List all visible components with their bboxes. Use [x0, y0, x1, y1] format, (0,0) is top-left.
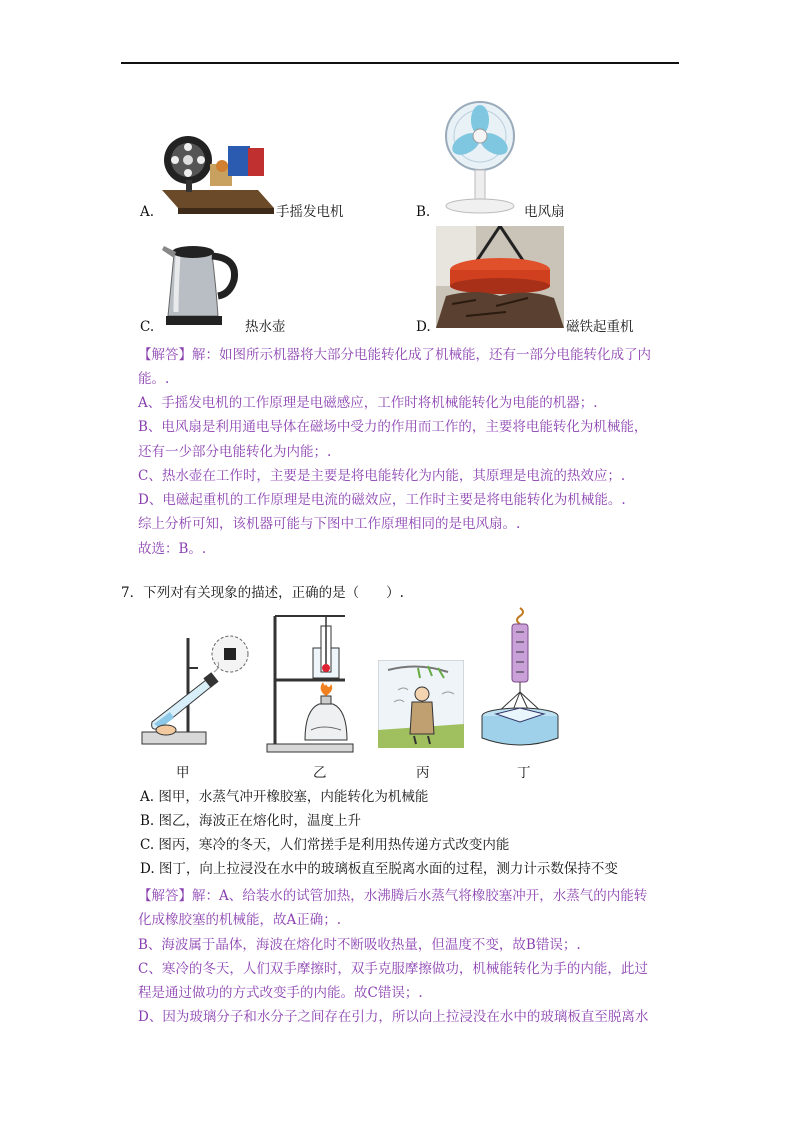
option-a-letter: A. [140, 204, 155, 220]
answer-q7-tag: 【解答】 [138, 888, 192, 904]
figure-label-jia: 甲 [176, 765, 190, 781]
header-rule [121, 62, 679, 64]
answer-q6-line-5: 还有一少部分电能转化为内能；. [138, 444, 332, 460]
magnetic-crane-image [436, 226, 564, 328]
answer-q7-line-1 [138, 884, 647, 904]
answer-q7-line-5: 程是通过做功的方式改变手的内能。故C错误；. [138, 985, 423, 1001]
q7-option-d: D. 图丁，向上拉浸没在水中的玻璃板直至脱离水面的过程，测力计示数保持不变 [140, 861, 618, 877]
answer-q6-line-1-text: 解：如图所示机器将大部分电能转化成了机械能，还有一部分电能转化成了内 [192, 347, 651, 363]
q7-option-a: A. 图甲，水蒸气冲开橡胶塞，内能转化为机械能 [140, 789, 429, 805]
option-b-letter: B. [416, 204, 431, 220]
answer-q6-line-3: A、手摇发电机的工作原理是电磁感应，工作时将机械能转化为电能的机器；. [138, 395, 598, 411]
figure-label-ding: 丁 [517, 765, 531, 781]
figure-yi-melting-setup [265, 612, 355, 754]
option-c-letter: C. [140, 319, 155, 335]
answer-q6-line-1 [138, 343, 651, 363]
option-d-letter: D. [416, 319, 431, 335]
answer-q6-line-4: B、电风扇是利用通电导体在磁场中受力的作用而工作的，主要将电能转化为机械能， [138, 419, 648, 435]
figure-label-bing: 丙 [416, 765, 430, 781]
option-a-caption: 手摇发电机 [276, 204, 344, 220]
hand-crank-generator-image [158, 128, 276, 220]
q7-option-b: B. 图乙，海波正在熔化时，温度上升 [140, 813, 362, 829]
option-c-caption: 热水壶 [245, 319, 286, 335]
answer-q6-line-8: 综上分析可知，该机器可能与下图中工作原理相同的是电风扇。. [138, 516, 521, 532]
figure-ding-spring-scale [480, 606, 562, 750]
answer-q6-line-7: D、电磁起重机的工作原理是电流的磁效应，工作时主要是将电能转化为机械能。. [138, 492, 626, 508]
answer-q7-line-4: C、寒冷的冬天，人们双手摩擦时，双手克服摩擦做功，机械能转化为手的内能，此过 [138, 961, 648, 977]
answer-q6-line-9: 故选：B。. [138, 541, 207, 557]
q7-option-c: C. 图丙，寒冷的冬天，人们常搓手是利用热传递方式改变内能 [140, 837, 510, 853]
figure-jia-test-tube [140, 628, 252, 750]
answer-q7-line-6: D、因为玻璃分子和水分子之间存在引力，所以向上拉浸没在水中的玻璃板直至脱离水 [138, 1009, 649, 1025]
option-d-caption: 磁铁起重机 [566, 319, 634, 335]
question-7-stem: 7．下列对有关现象的描述，正确的是（ ）. [121, 585, 404, 601]
answer-q7-line-2: 化成橡胶塞的机械能，故A正确；. [138, 912, 342, 928]
figure-label-yi: 乙 [313, 765, 327, 781]
electric-fan-image [438, 98, 520, 216]
answer-q6-line-6: C、热水壶在工作时，主要是主要是将电能转化为内能，其原理是电流的热效应；. [138, 468, 626, 484]
answer-q6-tag: 【解答】 [138, 347, 192, 363]
option-b-caption: 电风扇 [524, 204, 565, 220]
electric-kettle-image [160, 236, 242, 328]
answer-q6-line-2: 能。. [138, 371, 170, 387]
answer-q7-line-3: B、海波属于晶体，海波在熔化时不断吸收热量，但温度不变，故B错误；. [138, 937, 581, 953]
figure-bing-rubbing-hands [378, 660, 464, 748]
answer-q7-line-1-text: 解：A、给装水的试管加热，水沸腾后水蒸气将橡胶塞冲开，水蒸气的内能转 [192, 888, 648, 904]
